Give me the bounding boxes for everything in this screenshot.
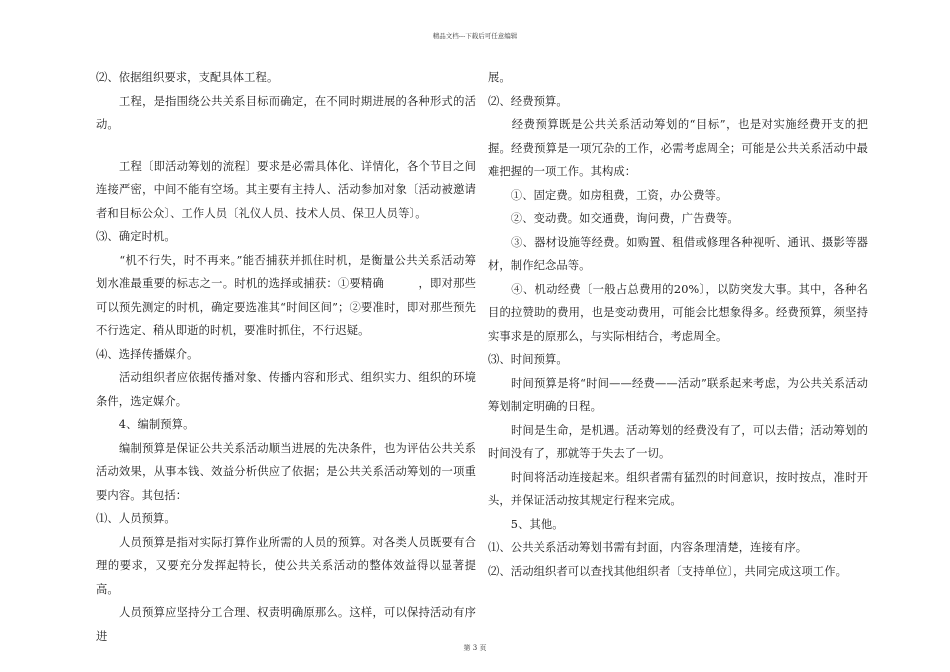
paragraph: 工程〔即活动筹划的流程〕要求是必需具体化、详情化，各个节目之间连接严密，中间不能有空场。其主要有主持人、活动参加对象〔活动被邀请者和目标公众〕、工作人员〔礼仪人员、技术人员、保卫人员等〕。 bbox=[96, 159, 476, 220]
paragraph: 编制预算是保证公共关系活动顺当进展的先决条件，也为评估公共关系活动效果，从事本钱、效益分析供应了依据；是公共关系活动筹划的一项重要内容。其包括： bbox=[96, 441, 476, 502]
section-heading: ⑶、确定时机。 bbox=[96, 230, 176, 243]
paragraph: ⑵、依据组织要求，支配具体工程。 bbox=[96, 71, 279, 84]
left-column bbox=[96, 66, 476, 648]
section-heading: ⑶、时间预算。 bbox=[488, 353, 568, 366]
section-heading: ⑷、选择传播媒介。 bbox=[96, 347, 199, 361]
section-heading: 4、编制预算。 bbox=[96, 418, 195, 431]
paragraph: 活动组织者应依据传播对象、传播内容和形式、组织实力、组织的环境条件，选定媒介。 bbox=[96, 371, 476, 408]
paragraph: 时间是生命，是机遇。活动筹划的经费没有了，可以去借；活动筹划的时间没有了，那就等于失去了一切。 bbox=[488, 423, 868, 460]
section-heading: ⑴、人员预算。 bbox=[96, 512, 176, 525]
paragraph: ①、固定费。如房租费，工资，办公费等。 bbox=[488, 188, 728, 202]
paragraph: ②、变动费。如交通费，询问费，广告费等。 bbox=[488, 212, 739, 225]
paragraph: ③、器材设施等经费。如购置、租借或修理各种视听、通讯、摄影等器材，制作纪念品等。 bbox=[488, 235, 868, 272]
section-heading: ⑵、经费预算。 bbox=[488, 94, 568, 108]
right-column bbox=[488, 66, 868, 583]
section-heading: 5、其他。 bbox=[488, 517, 564, 531]
paragraph: 时间预算是将“时间——经费——活动”联系起来考虑，为公共关系活动筹划制定明确的日程。 bbox=[488, 376, 868, 413]
paragraph: 展。 bbox=[488, 71, 511, 84]
paragraph: “机不行失，时不再来。”能否捕获并抓住时机，是衡量公共关系活动筹划水准最重要的标志之一。时机的选择或捕获：①要精确 ，即对那些可以预先测定的时机，确定要选准其“时间区间”；②要准时，即对那些预先不行选定、稍从即逝的时机，要准时抓住，不行迟疑。 bbox=[96, 253, 476, 337]
paragraph: ⑵、活动组织者可以查找其他组织者〔支持单位〕，共同完成这项工作。 bbox=[488, 564, 848, 578]
paragraph: ④、机动经费〔一般占总费用的20%〕，以防突发大事。其中，各种名目的拉赞助的费用，也是变动费用，可能会比想象得多。经费预算，须坚持实事求是的原那么，与实际相结合，考虑周全。 bbox=[488, 282, 868, 343]
page-header: 精品文档---下载后可任意编辑 bbox=[432, 32, 518, 40]
paragraph: 工程，是指围绕公共关系目标而确定，在不同时期进展的各种形式的活动。 bbox=[96, 94, 476, 131]
paragraph: ⑴、公共关系活动筹划书需有封面，内容条理清楚，连接有序。 bbox=[488, 541, 808, 554]
paragraph: 人员预算是指对实际打算作业所需的人员的预算。对各类人员既要有合理的要求，又要充分发挥起特长，使公共关系活动的整体效益得以显著提高。 bbox=[96, 535, 476, 596]
paragraph: 时间将活动连接起来。组织者需有猛烈的时间意识，按时按点，准时开头，并保证活动按其规定行程来完成。 bbox=[488, 470, 868, 507]
paragraph: 人员预算应坚持分工合理、权责明确原那么。这样，可以保持活动有序进 bbox=[96, 606, 476, 643]
paragraph: 经费预算既是公共关系活动筹划的“目标”，也是对实施经费开支的把握。经费预算是一项冗杂的工作，必需考虑周全；可能是公共关系活动中最难把握的一项工作。其构成： bbox=[488, 118, 868, 178]
page-number: 第 3 页 bbox=[463, 644, 487, 652]
